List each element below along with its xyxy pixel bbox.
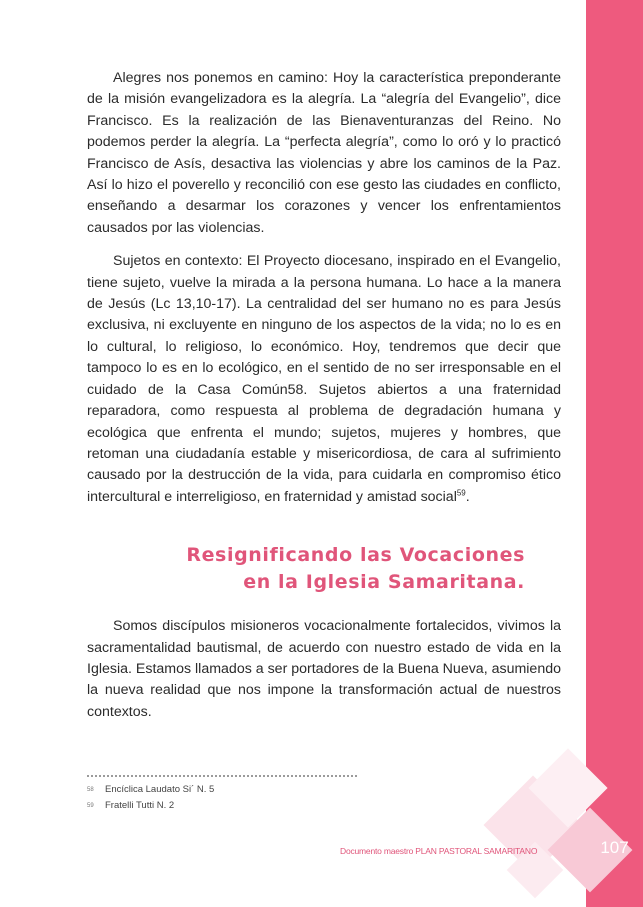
footnote-item (87, 782, 387, 798)
page-body (87, 68, 561, 735)
footnote-divider (87, 775, 357, 777)
footnote-text: Fratelli Tutti N. 2 (105, 800, 175, 811)
section-heading (87, 542, 525, 596)
side-color-band (586, 0, 643, 907)
section-heading-line2: en la Iglesia Samaritana. (243, 571, 525, 594)
paragraph-sujetos-end: . (465, 488, 470, 505)
paragraph-alegres: Alegres nos ponemos en camino: Hoy la característica preponderante de la misión evangelizadora es la alegría. La “alegría del Evangelio”, dice Francisco. Es la realización de las Bienaventuranzas del Reino. No podemos perder la alegría. La “perfecta alegría”, como lo oró y lo practicó Francisco de Asís, desactiva las violencias y abre los caminos de la Paz. Así lo hizo el poverello y reconcilió con ese gesto las ciudades en conflicto, enseñando a desarmar los corazones y vencer los enfrentamientos causados por las violencias. (87, 70, 561, 236)
footnotes (87, 782, 387, 814)
footnote-item (87, 798, 387, 814)
footer-document-title: Documento maestro PLAN PASTORAL SAMARITANO (340, 846, 538, 856)
page-number: 107 (600, 838, 629, 857)
paragraph-sujetos (87, 251, 561, 508)
paragraph-sujetos-text: Sujetos en contexto: El Proyecto diocesano, inspirado en el Evangelio, tiene sujeto, vuelve la mirada a la persona humana. Lo hace a la manera de Jesús (Lc 13,10-17). La centralidad del ser humano no es para Jesús exclusiva, ni excluyente en ninguno de los aspectos de la vida; no lo es en lo cultural, lo religioso, lo económico. Hoy, tendremos que decir que tampoco lo es en lo ecológico, en el sentido de no ser irresponsable en el cuidado de la Casa Común58. Sujetos abiertos a una fraternidad reparadora, como respuesta al problema de degradación humana y ecológica que enfrenta el mundo; sujetos, mujeres y hombres, que retoman una ciudadanía estable y misericordiosa, de cara al sufrimiento causado por la destrucción de la vida, para cuidarla en compromiso ético intercultural e interreligioso, en fraternidad y amistad social (87, 253, 561, 505)
section-heading-line1: Resignificando las Vocaciones (186, 544, 525, 567)
footnote-text: Encíclica Laudato Si´ N. 5 (105, 784, 215, 795)
footnote-number: 58 (87, 787, 94, 793)
paragraph-discipulos: Somos discípulos misioneros vocacionalmente fortalecidos, vivimos la sacramentalidad bautismal, de acuerdo con nuestro estado de vida en la Iglesia. Estamos llamados a ser portadores de la Buena Nueva, asumiendo la nueva realidad que nos impone la transformación actual de nuestros contextos. (87, 618, 561, 720)
footnote-number: 59 (87, 803, 94, 809)
footnote-reference: 59 (456, 487, 466, 497)
